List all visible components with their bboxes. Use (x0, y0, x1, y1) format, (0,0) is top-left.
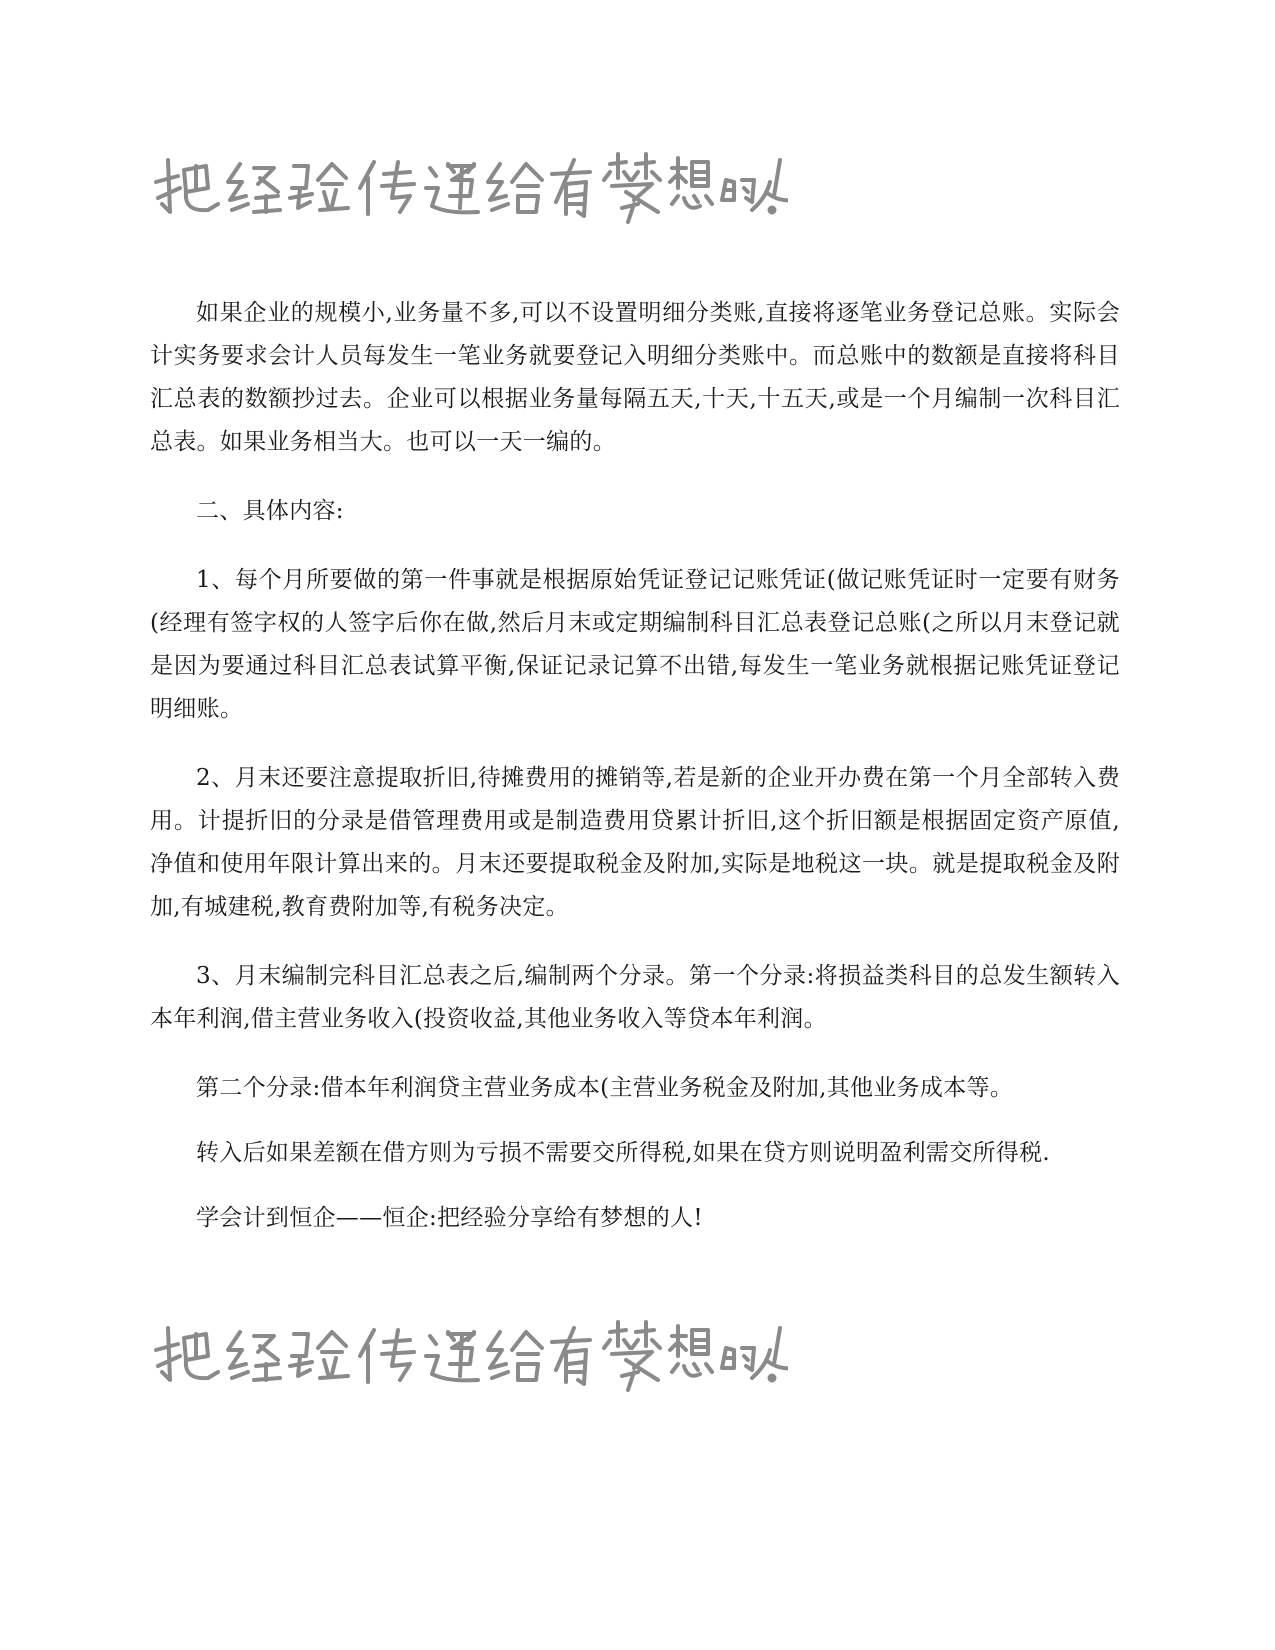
paragraph-item-1: 1、每个月所要做的第一件事就是根据原始凭证登记记账凭证(做记账凭证时一定要有财务(经理有签字权的人签字后你在做,然后月末或定期编制科目汇总表登记总账(之所以月末登记就是因为要通过科目汇总表试算平衡,保证记录记算不出错,每发生一笔业务就根据记账凭证登记明细账。 (150, 567, 1120, 722)
paragraph-tax-note: 转入后如果差额在借方则为亏损不需要交所得税,如果在贷方则说明盈利需交所得税. (196, 1140, 1051, 1166)
calligraphy-signature-top (148, 142, 788, 224)
paragraph-slogan: 学会计到恒企——恒企:把经验分享给有梦想的人! (196, 1205, 703, 1231)
section-heading-specific-content: 二、具体内容: (196, 498, 344, 524)
paragraph-item-2: 2、月末还要注意提取折旧,待摊费用的摊销等,若是新的企业开办费在第一个月全部转入费用。计提折旧的分录是借管理费用或是制造费用贷累计折旧,这个折旧额是根据固定资产原值,净值和使用年限计算出来的。月末还要提取税金及附加,实际是地税这一块。就是提取税金及附加,有城建税,教育费附加等,有税务决定。 (150, 765, 1120, 920)
document-body (150, 292, 1120, 1262)
paragraph-item-3: 3、月末编制完科目汇总表之后,编制两个分录。第一个分录:将损益类科目的总发生额转入本年利润,借主营业务收入(投资收益,其他业务收入等贷本年利润。 (150, 963, 1120, 1032)
calligraphy-signature-bottom (148, 1310, 788, 1392)
paragraph-intro: 如果企业的规模小,业务量不多,可以不设置明细分类账,直接将逐笔业务登记总账。实际会计实务要求会计人员每发生一笔业务就要登记入明细分类账中。而总账中的数额是直接将科目汇总表的数额抄过去。企业可以根据业务量每隔五天,十天,十五天,或是一个月编制一次科目汇总表。如果业务相当大。也可以一天一编的。 (150, 300, 1120, 455)
paragraph-second-entry: 第二个分录:借本年利润贷主营业务成本(主营业务税金及附加,其他业务成本等。 (196, 1075, 1014, 1101)
